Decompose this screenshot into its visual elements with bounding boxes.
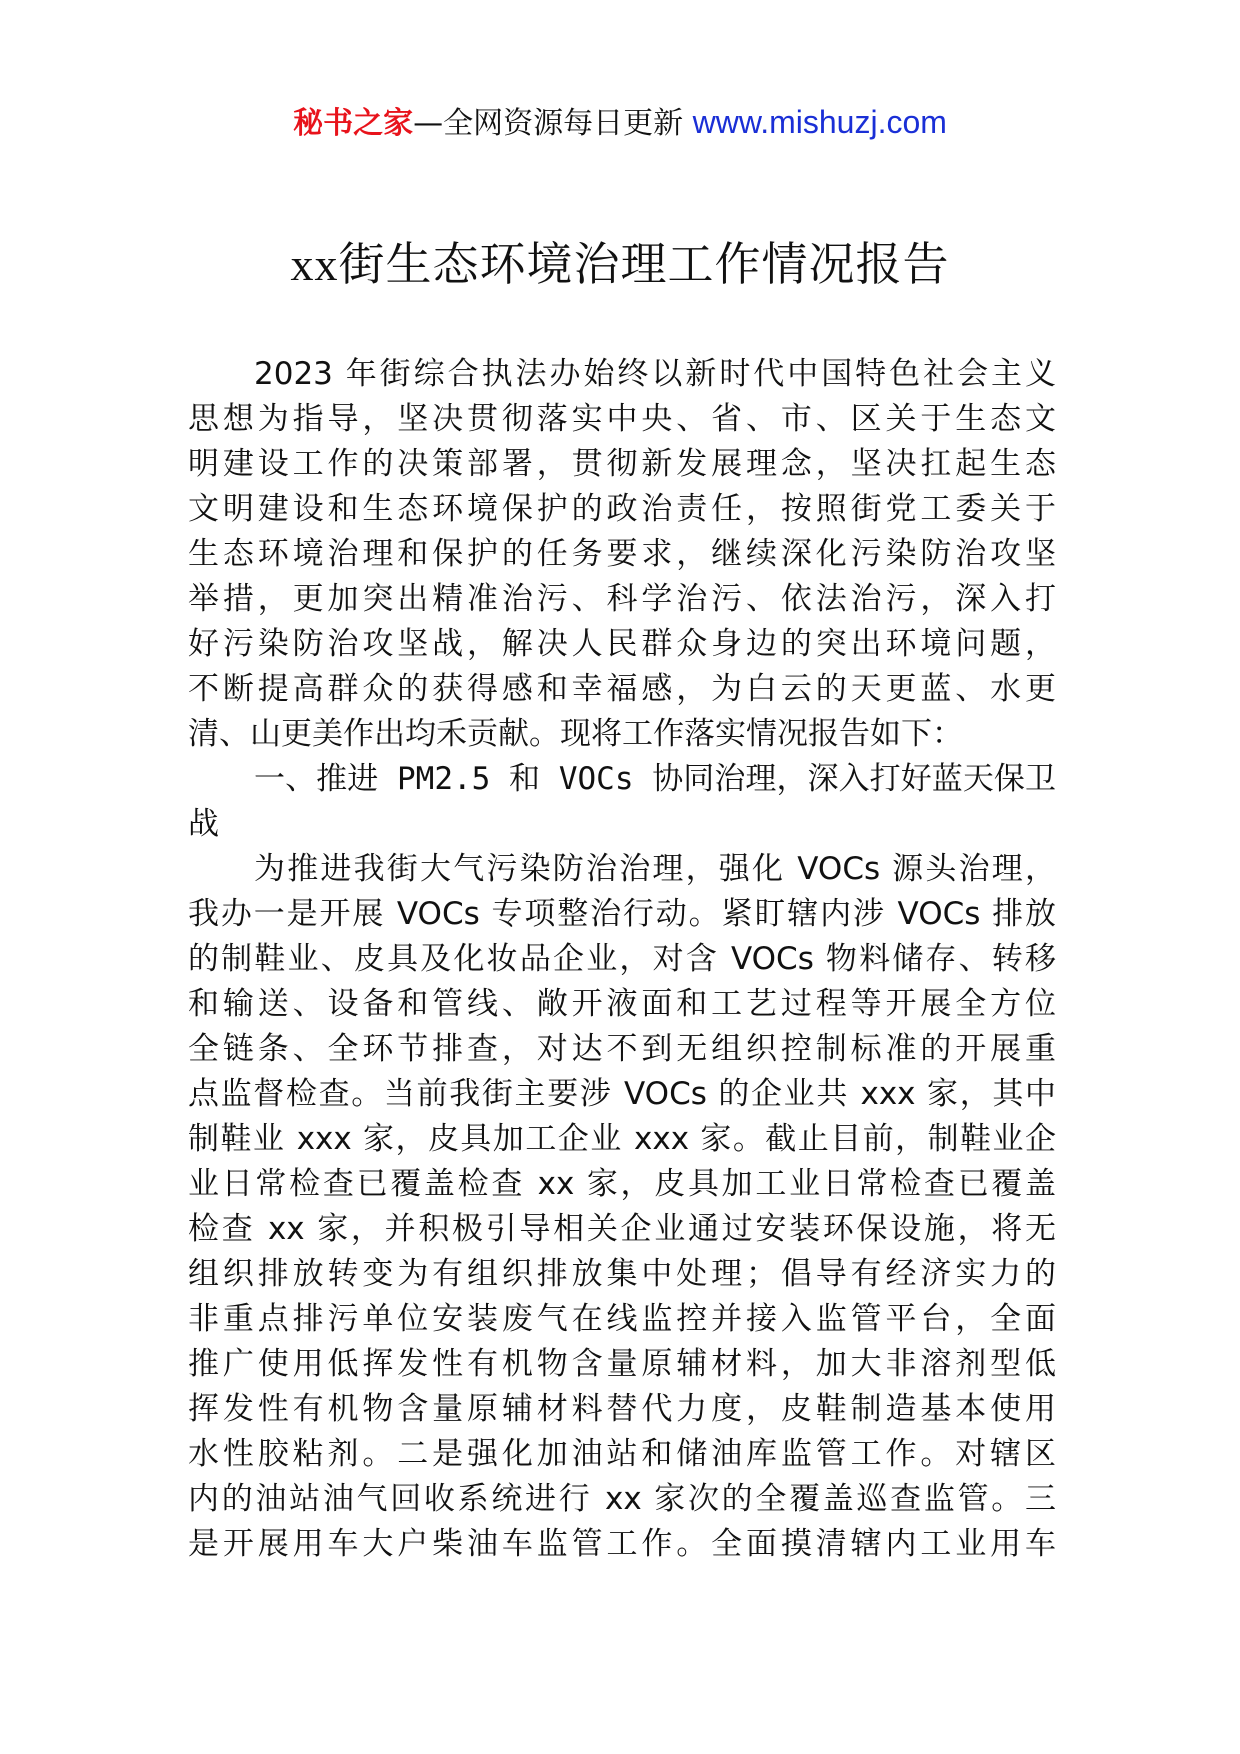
document-title-text: 街生态环境治理工作情况报告 <box>338 237 950 291</box>
paragraph-line: 2023 年街综合执法办始终以新时代中国特色社会主义 <box>254 356 1056 392</box>
paragraph-line: 挥发性有机物含量原辅材料替代力度，皮鞋制造基本使用 <box>188 1391 1056 1427</box>
paragraph-line: 全链条、全环节排查，对达不到无组织控制标准的开展重 <box>188 1031 1056 1067</box>
site-brand: 秘书之家 <box>293 106 414 141</box>
section-heading: 一、推进 PM2.5 和 VOCs 协同治理，深入打好蓝天保卫 <box>254 761 1056 797</box>
paragraph-line: 的制鞋业、皮具及化妆品企业，对含 VOCs 物料储存、转移 <box>188 941 1056 977</box>
paragraph-line: 非重点排污单位安装废气在线监控并接入监管平台，全面 <box>188 1301 1056 1337</box>
paragraph-line: 我办一是开展 VOCs 专项整治行动。紧盯辖内涉 VOCs 排放 <box>188 896 1056 932</box>
section-heading: 战 <box>188 806 219 842</box>
document-title <box>0 232 1240 297</box>
paragraph-line: 组织排放转变为有组织排放集中处理；倡导有经济实力的 <box>188 1256 1056 1292</box>
paragraph-line: 不断提高群众的获得感和幸福感，为白云的天更蓝、水更 <box>188 671 1056 707</box>
site-tagline: —全网资源每日更新 <box>413 106 684 141</box>
paragraph-line: 思想为指导，坚决贯彻落实中央、省、市、区关于生态文 <box>188 401 1056 437</box>
paragraph-line: 推广使用低挥发性有机物含量原辅材料，加大非溶剂型低 <box>188 1346 1056 1382</box>
paragraph-line: 文明建设和生态环境保护的政治责任，按照街党工委关于 <box>188 491 1056 527</box>
paragraph-line: 水性胶粘剂。二是强化加油站和储油库监管工作。对辖区 <box>188 1436 1056 1472</box>
paragraph-line: 清、山更美作出均禾贡献。现将工作落实情况报告如下： <box>188 716 963 752</box>
document-title-prefix: xx <box>290 239 339 290</box>
paragraph-line: 明建设工作的决策部署，贯彻新发展理念，坚决扛起生态 <box>188 446 1056 482</box>
paragraph-line: 为推进我街大气污染防治治理，强化 VOCs 源头治理， <box>254 851 1056 887</box>
document-body <box>188 352 1056 1567</box>
paragraph-line: 举措，更加突出精准治污、科学治污、依法治污，深入打 <box>188 581 1056 617</box>
paragraph-line: 检查 xx 家，并积极引导相关企业通过安装环保设施，将无 <box>188 1211 1056 1247</box>
paragraph-line: 好污染防治攻坚战，解决人民群众身边的突出环境问题， <box>188 626 1056 662</box>
paragraph-line: 内的油站油气回收系统进行 xx 家次的全覆盖巡查监管。三 <box>188 1481 1056 1517</box>
paragraph-line: 点监督检查。当前我街主要涉 VOCs 的企业共 xxx 家，其中 <box>188 1076 1056 1112</box>
paragraph-line: 生态环境治理和保护的任务要求，继续深化污染防治攻坚 <box>188 536 1056 572</box>
site-header <box>0 100 1240 146</box>
paragraph-line: 和输送、设备和管线、敞开液面和工艺过程等开展全方位 <box>188 986 1056 1022</box>
paragraph-line: 制鞋业 xxx 家，皮具加工企业 xxx 家。截止目前，制鞋业企 <box>188 1121 1056 1157</box>
paragraph-line: 业日常检查已覆盖检查 xx 家，皮具加工业日常检查已覆盖 <box>188 1166 1056 1202</box>
site-url-link[interactable]: www.mishuzj.com <box>692 104 947 140</box>
paragraph-line: 是开展用车大户柴油车监管工作。全面摸清辖内工业用车 <box>188 1526 1056 1562</box>
